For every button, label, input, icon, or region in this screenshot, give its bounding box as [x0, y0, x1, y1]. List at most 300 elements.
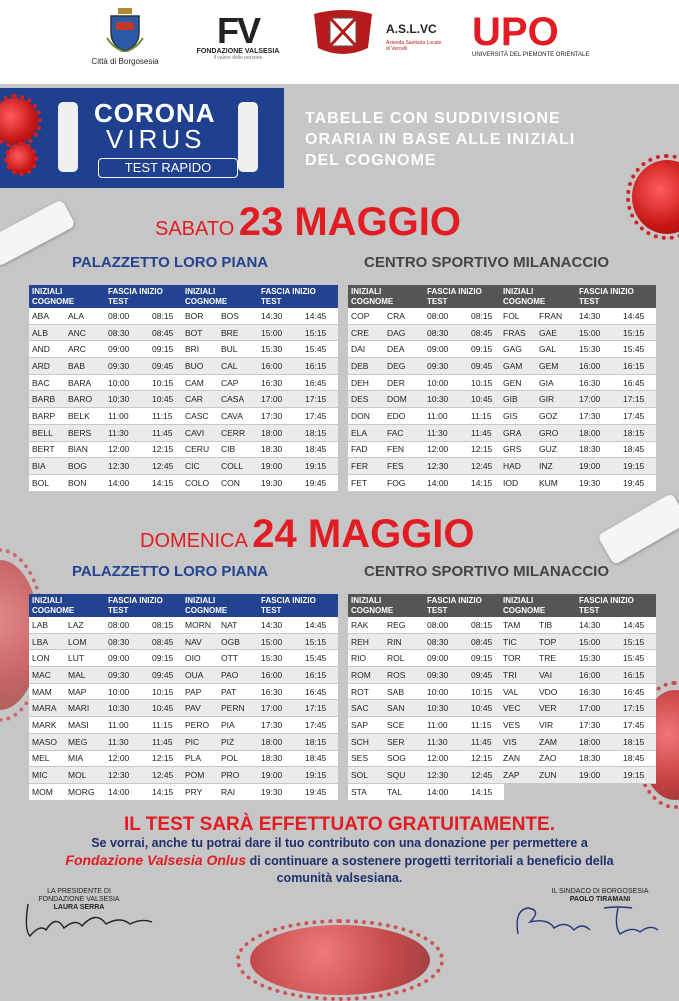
- initial-from: NAV: [182, 633, 218, 650]
- time-from: 14:00: [105, 783, 149, 800]
- time-to: 08:15: [468, 308, 504, 324]
- initial-from: GAM: [500, 358, 536, 375]
- banner-corona: CORONA: [94, 98, 216, 128]
- time-to: 12:15: [149, 441, 185, 458]
- time-to: 12:45: [149, 767, 185, 784]
- time-from: 14:00: [424, 783, 468, 800]
- time-to: 16:15: [620, 667, 656, 684]
- initial-to: BIAN: [65, 441, 105, 458]
- time-to: 11:45: [468, 733, 504, 750]
- initial-to: CASA: [218, 391, 258, 408]
- schedule-table: [500, 594, 656, 784]
- table-row: [348, 441, 504, 458]
- table-row: [29, 700, 185, 717]
- time-from: 11:00: [105, 717, 149, 734]
- initial-from: LAB: [29, 617, 65, 633]
- initial-from: MEL: [29, 750, 65, 767]
- table-row: [29, 633, 185, 650]
- initial-to: DEA: [384, 341, 424, 358]
- time-to: 14:15: [149, 783, 185, 800]
- time-to: 15:45: [302, 650, 338, 667]
- schedule-table: [182, 594, 338, 801]
- borgosesia-label: Città di Borgosesia: [91, 57, 159, 66]
- handwritten-signature-left: [20, 900, 160, 940]
- table-row: [29, 391, 185, 408]
- initial-from: GEN: [500, 374, 536, 391]
- table-row: [29, 308, 185, 324]
- time-to: 08:45: [468, 324, 504, 341]
- time-from: 10:30: [105, 700, 149, 717]
- table-row: [348, 700, 504, 717]
- time-from: 17:30: [258, 717, 302, 734]
- table-row: [29, 783, 185, 800]
- asl-sub: Azienda Sanitaria Locale di Vercelli: [386, 40, 442, 52]
- time-from: 17:30: [576, 408, 620, 425]
- time-to: 11:45: [468, 424, 504, 441]
- table-row: [348, 408, 504, 425]
- schedule-table: [348, 285, 504, 492]
- schedule-table: [29, 285, 185, 492]
- table-row: [500, 424, 656, 441]
- initial-to: GAL: [536, 341, 576, 358]
- table-row: [29, 617, 185, 633]
- signature-right-name: PAOLO TIRAMANI: [569, 896, 631, 903]
- table-row: [29, 374, 185, 391]
- time-to: 19:15: [620, 458, 656, 475]
- time-from: 12:00: [105, 750, 149, 767]
- initial-to: GOZ: [536, 408, 576, 425]
- initial-to: VER: [536, 700, 576, 717]
- table-row: [348, 733, 504, 750]
- col-header-initials: INIZIALI COGNOME: [500, 594, 576, 617]
- initial-to: VAI: [536, 667, 576, 684]
- initial-from: FOL: [500, 308, 536, 324]
- time-to: 17:15: [302, 700, 338, 717]
- table-row: [348, 358, 504, 375]
- initial-from: OUA: [182, 667, 218, 684]
- day-title-sunday: [140, 512, 475, 557]
- time-from: 11:30: [105, 424, 149, 441]
- initial-to: CAP: [218, 374, 258, 391]
- upo-sub: UNIVERSITÀ DEL PIEMONTE ORIENTALE: [472, 52, 590, 58]
- coat-of-arms-icon: [105, 8, 145, 52]
- time-from: 15:30: [576, 341, 620, 358]
- table-row: [348, 308, 504, 324]
- initial-to: NAT: [218, 617, 258, 633]
- initial-to: TOP: [536, 633, 576, 650]
- time-from: 09:00: [424, 341, 468, 358]
- test-strip-decoration: [0, 199, 76, 267]
- table-row: [348, 767, 504, 784]
- time-from: 17:30: [576, 717, 620, 734]
- time-to: 17:45: [302, 717, 338, 734]
- venue-left: PALAZZETTO LORO PIANA: [72, 254, 269, 271]
- table-row: [348, 617, 504, 633]
- time-from: 15:00: [258, 324, 302, 341]
- time-from: 16:00: [258, 667, 302, 684]
- table-row: [348, 424, 504, 441]
- initial-to: TAL: [384, 783, 424, 800]
- initial-from: CRE: [348, 324, 384, 341]
- time-to: 09:15: [149, 341, 185, 358]
- time-from: 18:30: [576, 750, 620, 767]
- initial-to: CIB: [218, 441, 258, 458]
- time-to: 12:15: [468, 750, 504, 767]
- time-from: 16:30: [258, 683, 302, 700]
- time-to: 15:15: [302, 324, 338, 341]
- table-row: [182, 667, 338, 684]
- initial-from: VEC: [500, 700, 536, 717]
- day-date: 24 MAGGIO: [252, 512, 475, 556]
- initial-to: GEM: [536, 358, 576, 375]
- initial-from: TAM: [500, 617, 536, 633]
- table-row: [500, 458, 656, 475]
- time-from: 12:00: [424, 750, 468, 767]
- time-from: 15:30: [258, 341, 302, 358]
- test-cassette-icon: [238, 102, 258, 172]
- upo-mark: UPO: [472, 10, 559, 54]
- col-header-initials: INIZIALI COGNOME: [348, 594, 424, 617]
- fondazione-valsesia-logo: [192, 10, 284, 61]
- initial-from: SAC: [348, 700, 384, 717]
- time-from: 12:30: [105, 458, 149, 475]
- initial-to: MIA: [65, 750, 105, 767]
- table-row: [29, 474, 185, 491]
- time-from: 09:00: [424, 650, 468, 667]
- initial-to: SQU: [384, 767, 424, 784]
- time-to: 08:15: [149, 617, 185, 633]
- table-row: [182, 424, 338, 441]
- table-row: [348, 324, 504, 341]
- initial-from: MAC: [29, 667, 65, 684]
- table-row: [500, 324, 656, 341]
- initial-from: FAD: [348, 441, 384, 458]
- initial-to: PAO: [218, 667, 258, 684]
- time-to: 18:45: [302, 750, 338, 767]
- initial-from: MOM: [29, 783, 65, 800]
- col-header-time: FASCIA INIZIO TEST: [424, 594, 504, 617]
- table-row: [500, 700, 656, 717]
- day-date: 23 MAGGIO: [238, 200, 462, 244]
- time-to: 12:15: [149, 750, 185, 767]
- initial-from: STA: [348, 783, 384, 800]
- initial-to: BUL: [218, 341, 258, 358]
- time-from: 10:00: [424, 683, 468, 700]
- initial-from: HAD: [500, 458, 536, 475]
- time-from: 15:00: [258, 633, 302, 650]
- time-from: 14:30: [258, 308, 302, 324]
- time-from: 19:30: [576, 474, 620, 491]
- time-to: 08:45: [149, 633, 185, 650]
- time-to: 10:45: [149, 700, 185, 717]
- table-row: [500, 374, 656, 391]
- time-to: 09:45: [149, 358, 185, 375]
- initial-from: TRI: [500, 667, 536, 684]
- table-row: [29, 683, 185, 700]
- initial-to: VIR: [536, 717, 576, 734]
- initial-from: IOD: [500, 474, 536, 491]
- table-row: [182, 733, 338, 750]
- time-to: 19:15: [620, 767, 656, 784]
- initial-to: OTT: [218, 650, 258, 667]
- initial-to: MARI: [65, 700, 105, 717]
- col-header-initials: INIZIALI COGNOME: [500, 285, 576, 308]
- initial-from: ALB: [29, 324, 65, 341]
- time-from: 12:30: [424, 458, 468, 475]
- initial-to: CAVA: [218, 408, 258, 425]
- table-row: [348, 633, 504, 650]
- time-to: 16:45: [620, 374, 656, 391]
- col-header-initials: INIZIALI COGNOME: [182, 285, 258, 308]
- initial-to: TRE: [536, 650, 576, 667]
- time-from: 17:00: [258, 391, 302, 408]
- time-to: 12:15: [468, 441, 504, 458]
- initial-from: ARD: [29, 358, 65, 375]
- table-row: [348, 667, 504, 684]
- initial-to: ZUN: [536, 767, 576, 784]
- time-to: 15:15: [302, 633, 338, 650]
- col-header-initials: INIZIALI COGNOME: [29, 594, 105, 617]
- time-from: 16:00: [576, 667, 620, 684]
- initial-from: FET: [348, 474, 384, 491]
- time-to: 14:45: [302, 308, 338, 324]
- page-heading: TABELLE CON SUDDIVISIONE ORARIA IN BASE ALLE INIZIALI DEL COGNOME: [305, 110, 576, 169]
- initial-to: MORG: [65, 783, 105, 800]
- initial-to: BARA: [65, 374, 105, 391]
- time-to: 09:15: [468, 341, 504, 358]
- time-from: 10:30: [424, 391, 468, 408]
- time-from: 16:00: [576, 358, 620, 375]
- time-from: 10:30: [105, 391, 149, 408]
- time-from: 18:00: [576, 733, 620, 750]
- time-to: 14:15: [149, 474, 185, 491]
- table-row: [182, 408, 338, 425]
- time-to: 19:45: [620, 474, 656, 491]
- time-from: 11:30: [424, 733, 468, 750]
- time-to: 19:15: [302, 767, 338, 784]
- table-row: [182, 617, 338, 633]
- table-row: [29, 424, 185, 441]
- time-to: 17:15: [620, 391, 656, 408]
- banner-virus: VIRUS: [106, 124, 206, 154]
- initial-from: BOL: [29, 474, 65, 491]
- initial-from: TOR: [500, 650, 536, 667]
- time-to: 15:45: [302, 341, 338, 358]
- initial-to: FES: [384, 458, 424, 475]
- table-row: [29, 767, 185, 784]
- table-row: [500, 767, 656, 784]
- table-row: [29, 733, 185, 750]
- initial-from: COP: [348, 308, 384, 324]
- time-from: 14:30: [576, 617, 620, 633]
- initial-from: SOL: [348, 767, 384, 784]
- table-row: [348, 783, 504, 800]
- table-row: [182, 700, 338, 717]
- initial-to: ROS: [384, 667, 424, 684]
- time-from: 19:30: [258, 474, 302, 491]
- upo-logo: [472, 12, 592, 58]
- initial-to: GRO: [536, 424, 576, 441]
- time-from: 15:00: [576, 633, 620, 650]
- time-to: 18:15: [620, 733, 656, 750]
- time-to: 19:45: [302, 474, 338, 491]
- schedule-table: [29, 594, 185, 801]
- initial-from: BOT: [182, 324, 218, 341]
- table-row: [348, 391, 504, 408]
- initial-from: BELL: [29, 424, 65, 441]
- time-to: 08:45: [468, 633, 504, 650]
- test-cassette-icon: [58, 102, 78, 172]
- time-to: 15:45: [620, 650, 656, 667]
- time-from: 14:30: [576, 308, 620, 324]
- initial-from: GRS: [500, 441, 536, 458]
- time-to: 10:45: [149, 391, 185, 408]
- initial-to: ZAM: [536, 733, 576, 750]
- time-to: 10:45: [468, 391, 504, 408]
- initial-to: SAN: [384, 700, 424, 717]
- initial-to: MOL: [65, 767, 105, 784]
- table-row: [500, 308, 656, 324]
- initial-to: ALA: [65, 308, 105, 324]
- time-from: 14:30: [258, 617, 302, 633]
- table-row: [29, 717, 185, 734]
- table-row: [348, 458, 504, 475]
- time-from: 19:00: [258, 767, 302, 784]
- initial-from: DAI: [348, 341, 384, 358]
- day-prefix: SABATO: [155, 218, 235, 240]
- initial-to: SCE: [384, 717, 424, 734]
- time-from: 12:30: [424, 767, 468, 784]
- time-from: 17:00: [258, 700, 302, 717]
- initial-from: ZAP: [500, 767, 536, 784]
- table-row: [500, 750, 656, 767]
- time-from: 18:30: [258, 750, 302, 767]
- initial-to: CON: [218, 474, 258, 491]
- time-from: 17:00: [576, 391, 620, 408]
- table-row: [182, 441, 338, 458]
- time-from: 11:30: [424, 424, 468, 441]
- schedule-table: [182, 285, 338, 492]
- initial-from: VES: [500, 717, 536, 734]
- col-header-initials: INIZIALI COGNOME: [348, 285, 424, 308]
- initial-to: SAB: [384, 683, 424, 700]
- signature-right-title: IL SINDACO DI BORGOSESIA: [551, 888, 649, 895]
- time-to: 17:45: [620, 408, 656, 425]
- initial-to: RIN: [384, 633, 424, 650]
- initial-to: ANC: [65, 324, 105, 341]
- col-header-time: FASCIA INIZIO TEST: [576, 594, 656, 617]
- initial-from: FRAS: [500, 324, 536, 341]
- initial-to: BRE: [218, 324, 258, 341]
- table-row: [500, 650, 656, 667]
- time-to: 18:15: [620, 424, 656, 441]
- initial-to: BERS: [65, 424, 105, 441]
- time-to: 10:45: [468, 700, 504, 717]
- initial-from: CASC: [182, 408, 218, 425]
- col-header-time: FASCIA INIZIO TEST: [576, 285, 656, 308]
- time-to: 09:45: [468, 667, 504, 684]
- time-to: 08:15: [149, 308, 185, 324]
- initial-from: PAV: [182, 700, 218, 717]
- time-to: 11:45: [149, 424, 185, 441]
- time-to: 16:45: [302, 683, 338, 700]
- initial-from: MIC: [29, 767, 65, 784]
- time-to: 19:15: [302, 458, 338, 475]
- footer-line3: comunità valsesiana.: [276, 871, 403, 885]
- initial-from: BARB: [29, 391, 65, 408]
- table-row: [348, 650, 504, 667]
- initial-to: COLL: [218, 458, 258, 475]
- initial-from: ROM: [348, 667, 384, 684]
- initial-to: LOM: [65, 633, 105, 650]
- table-row: [182, 717, 338, 734]
- table-row: [500, 341, 656, 358]
- table-row: [29, 441, 185, 458]
- time-to: 11:15: [149, 408, 185, 425]
- initial-from: AND: [29, 341, 65, 358]
- initial-from: BIA: [29, 458, 65, 475]
- table-row: [182, 474, 338, 491]
- time-to: 16:15: [302, 667, 338, 684]
- initial-to: BAB: [65, 358, 105, 375]
- col-header-time: FASCIA INIZIO TEST: [258, 285, 338, 308]
- time-from: 11:00: [105, 408, 149, 425]
- table-row: [348, 474, 504, 491]
- initial-to: BON: [65, 474, 105, 491]
- venue-right: CENTRO SPORTIVO MILANACCIO: [364, 563, 610, 580]
- virus-decoration: [0, 98, 38, 144]
- time-from: 09:30: [424, 358, 468, 375]
- time-from: 16:00: [258, 358, 302, 375]
- time-from: 08:00: [105, 308, 149, 324]
- initial-to: SER: [384, 733, 424, 750]
- time-from: 08:30: [424, 324, 468, 341]
- table-row: [182, 458, 338, 475]
- initial-to: EDO: [384, 408, 424, 425]
- time-from: 16:30: [258, 374, 302, 391]
- time-from: 18:00: [576, 424, 620, 441]
- initial-from: POM: [182, 767, 218, 784]
- initial-from: RIO: [348, 650, 384, 667]
- table-row: [182, 324, 338, 341]
- time-to: 15:15: [620, 633, 656, 650]
- time-from: 12:30: [105, 767, 149, 784]
- initial-to: KUM: [536, 474, 576, 491]
- initial-to: POL: [218, 750, 258, 767]
- time-from: 12:00: [424, 441, 468, 458]
- initial-from: SAP: [348, 717, 384, 734]
- time-from: 11:30: [105, 733, 149, 750]
- schedule-table: [500, 285, 656, 492]
- initial-from: LON: [29, 650, 65, 667]
- initial-to: GUZ: [536, 441, 576, 458]
- initial-to: FRAN: [536, 308, 576, 324]
- initial-to: BOS: [218, 308, 258, 324]
- footer-text: [0, 835, 679, 887]
- time-to: 17:15: [302, 391, 338, 408]
- time-from: 09:30: [105, 358, 149, 375]
- time-from: 19:00: [258, 458, 302, 475]
- time-to: 10:15: [468, 374, 504, 391]
- initial-from: REH: [348, 633, 384, 650]
- time-to: 15:15: [620, 324, 656, 341]
- initial-from: PLA: [182, 750, 218, 767]
- initial-from: BOR: [182, 308, 218, 324]
- initial-to: FEN: [384, 441, 424, 458]
- initial-from: BRI: [182, 341, 218, 358]
- initial-from: ABA: [29, 308, 65, 324]
- table-row: [500, 717, 656, 734]
